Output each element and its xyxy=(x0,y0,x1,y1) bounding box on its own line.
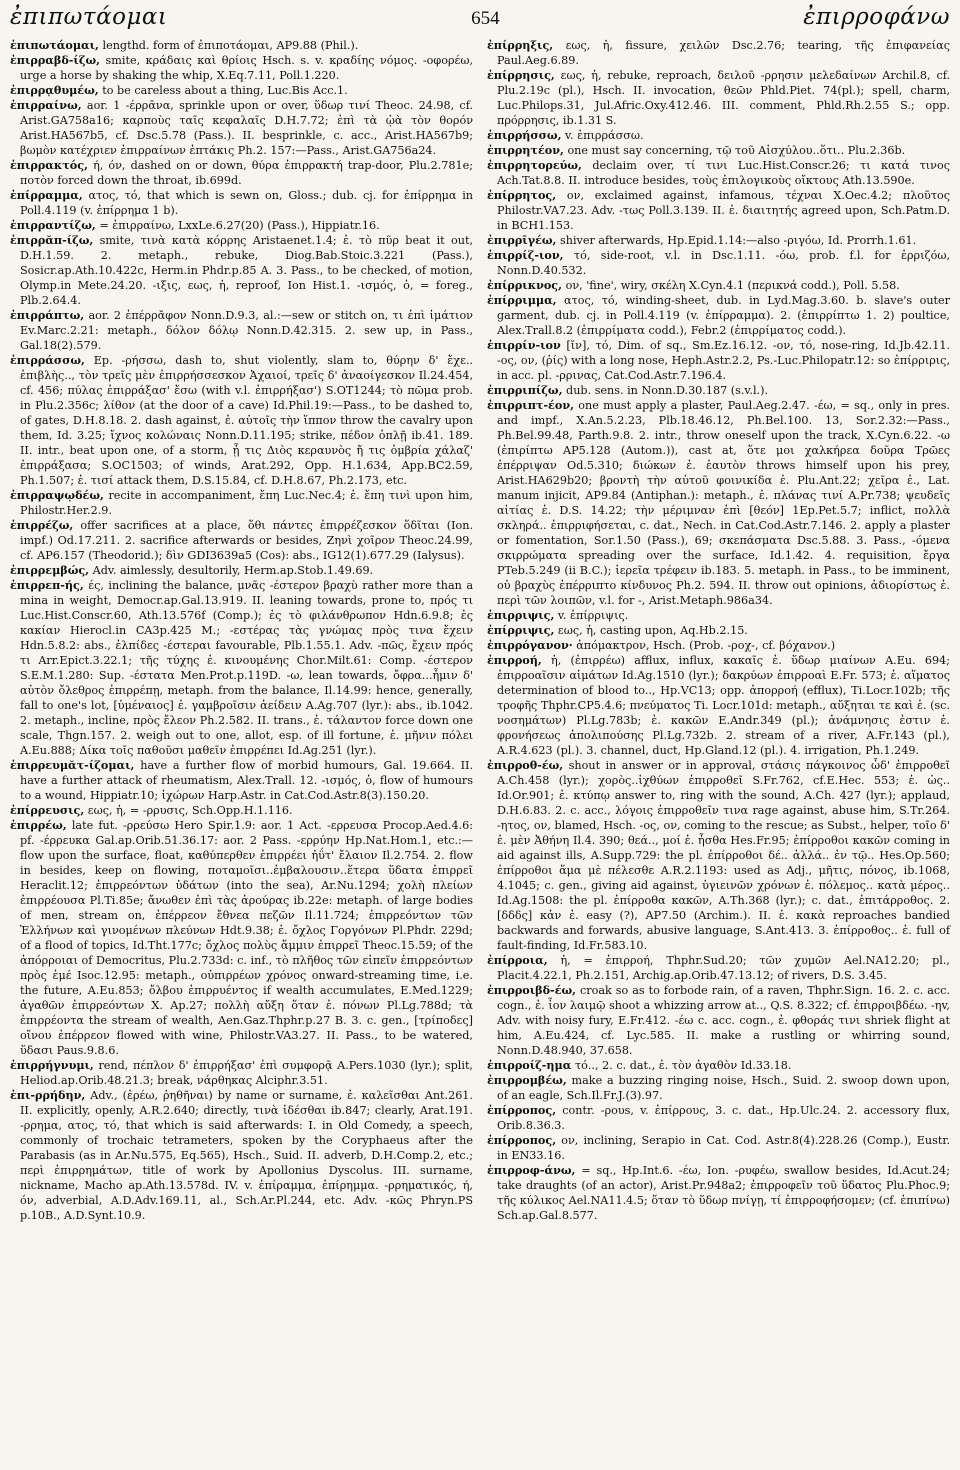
entry-text: have a further flow of morbid humours, Gal. 19.664. II. have a further attack of rheumatism, Alex.Trall. 12. -ισμός, ὁ, flow of humours to a wound, Hippiatr.10; ἰχώρων Harp.Astr. in Cat.Cod.Astr.8(3).150.20. xyxy=(20,759,473,802)
entry-lemma: ἐπίρρικνος, xyxy=(487,278,563,292)
entry-lemma: ἐπιρρᾰπ-ίζω, xyxy=(10,233,94,247)
entry-lemma: ἐπιρρίν-ιον xyxy=(487,338,561,352)
dictionary-entry xyxy=(10,353,473,488)
entry-text: εως, ἡ, = -ρρυσις, Sch.Opp.H.1.116. xyxy=(87,804,293,817)
entry-text: one must apply a plaster, Paul.Aeg.2.47. -έω, = sq., only in pres. and impf., X.An.5.2.23, Plb.18.46.12, Ph.Bel.100. 13, Sor.2.32:—Pass., Ph.Bel.99.48, Parth.9.8. 2. intr., throw oneself upon the track, X.Cyn.6.22. -ω (ἐπιρίπτω AP5.128 (Autom.)), cast at, ὅτε μοι χαλκήρεα δοῦρα Τρῶες ἐπέρριψαν Od.5.310; διώκων ἐ. ἑαυτὸν throws himself upon his prey, Arist.HA629b20; βροντὴ τὴν αὐτοῦ φοινικίδα ἐ. Plu.Ant.22; χεῖρα ἐ., Lat. manum injicit, AP9.84 (Antiphan.): metaph., ἐ. πλάνας τινί A.Pr.738; ψευδεῖς αἰτίας ἐ. D.S. 14.22; τὴν μέριμναν ἐπὶ [θεόν] 1Ep.Pet.5.7; inflict, πολλὰ σκληρά.. ἐπιρριφήσεται, c. dat., Nech. in Cat.Cod.Astr.7.146. 2. apply a plaster or fomentation, Sor.1.50 (Pass.), 69; σκεπάσματα Dsc.5.88. 3. Pass., -όμενα σκιρρώματα spreading over the surface, Id.1.42. 4. requisition, ἔργα PTeb.5.249 (ii B.C.); ἱερεῖα τρέφειν ib.183. 5. metaph. in Pass., to be imminent, οὐ βραχὺς ἐπέρριπτο κίνδυνος Ph.2. 594. II. throw out opinions, ἀδιορίστως ἐ. περὶ τῶν λοιπῶν, v.l. for -, Arist.Metaph.986a34. xyxy=(497,399,951,607)
entry-lemma: ἐπίρρηξις, xyxy=(487,38,554,52)
dictionary-entry xyxy=(10,53,473,83)
entry-lemma: ἐπιρραβδ-ίζω, xyxy=(10,53,101,67)
entry-lemma: ἐπιρριπίζω, xyxy=(487,383,563,397)
right-running-headword: ἐπιρροφάνω xyxy=(803,4,950,30)
dictionary-entry xyxy=(487,38,950,68)
entry-lemma: ἐπιρραίνω, xyxy=(10,98,82,112)
entry-text: Adv. aimlessly, desultorily, Herm.ap.Stob.1.49.69. xyxy=(92,564,374,577)
entry-text: declaim over, τί τινι Luc.Hist.Conscr.26; τι κατά τινος Ach.Tat.8.8. II. introduce besides, τοὺς ἐπιλογικοὺς οἴκτους Ath.13.590e. xyxy=(497,159,950,187)
entry-lemma: ἐπιρρῑγέω, xyxy=(487,233,557,247)
dictionary-entry xyxy=(487,248,950,278)
entry-lemma: ἐπιρρεμβώς, xyxy=(10,563,90,577)
entry-text: τό.., 2. c. dat., ἐ. τὸν ἀγαθὸν Id.33.18. xyxy=(574,1059,792,1072)
dictionary-entry xyxy=(487,608,950,623)
entry-text: Ep. -ρήσσω, dash to, shut violently, slam to, θύρην δ' ἔχε.. ἐπιβλὴς.., τὸν τρεῖς μὲν ἐπιρρήσσεσκον Ἀχαιοί, τρεῖς δ' ἀναοίγεσκον Il.24.454, cf. 456; πύλας ἐπιρράξασ' ἔσω (with v.l. ἐπιρρήξασ') S.OT1244; τὸ πῶμα prob. in Plu.2.356c; λίθον (at the door of a cave) Id.Phil.19:—Pass., to be dashed to, of gates, D.H.8.18. 2. dash against, ἐ. αὐτοῖς τὴν ἵππον throw the cavalry upon them, Id. 3.25; ἴχνος κολώναις Nonn.D.11.195; strike, πέδον ὁπλῇ ib.41. 189. II. intr., beat upon one, of a storm, ᾗ τις Διὸς κεραυνὸς ἤ τις ὀμβρία χάλαζ' ἐπιρράξασα; S.OC1503; of winds, Arat.292, Opp. H.1.634, App.BC2.59, Ph.1.507; ἐ. τισί attack them, D.S.15.84, cf. D.H.8.67, Ph.2.173, etc. xyxy=(20,354,473,487)
entry-lemma: ἐπίρριψις, xyxy=(487,623,555,637)
entry-text: ές, inclining the balance, μνᾶς -έστερον βραχὺ rather more than a mina in weight, Democr.ap.Gal.13.919. II. leaning towards, prone to, πρός τι Luc.Hist.Conscr.60, Ath.13.576f (Comp.); ἐς τὸ φιλάνθρωπον Hdn.6.9.8; ἐς κακίαν Hierocl.in CA3p.425 M.; -εστέρας τὰς γνώμας πρὸς τινα ἔχειν Hdn.5.8.2: abs., ἐλπίδες -έστεραι favourable, Plb.1.55.1. Adv. -πῶς, ἔχειν πρός τι Arr.Epict.3.22.1; τῆς τύχης ἐ. κινουμένης Chor.Milt.61: Comp. -έστερον S.E.M.1.280: Sup. -έστατα Men.Prot.p.119D. -ω, lean towards, ὄφρα...ἧμιν δ' αὐτὸν ὄλεθρος ἐπιρρέπῃ, metaph. from the balance, Il.14.99: hence, generally, fall to one's lot, [ὑμέναιος] ἐ. γαμβροῖσιν ἀείδειν A.Ag.707 (lyr.): abs., ib.1042. 2. metaph., incline, πρὸς ἔλεον Ph.2.582. II. trans., ἐ. τάλαντον force down one scale, Thgn.157. 2. weigh out to one, allot, esp. of ill fortune, ἐ. μῆνιν πόλει A.Eu.888; Δίκα τοῖς παθοῦσι μαθεῖν ἐπιρρέπει Id.Ag.251 (lyr.). xyxy=(20,579,473,757)
entry-lemma: ἐπιρροή, xyxy=(487,653,542,667)
entry-lemma: ἐπιρροιβδ-έω, xyxy=(487,983,577,997)
dictionary-entry xyxy=(487,383,950,398)
entry-text: contr. -ρουs, v. ἐπίρρους, 3. c. dat., Hp.Ulc.24. 2. accessory flux, Orib.8.36.3. xyxy=(497,1104,950,1132)
entry-text: ον, exclaimed against, infamous, τέχναι X.Oec.4.2; πλοῦτος Philostr.VA7.23. Adv. -τως Poll.3.139. II. ἐ. διαιτητής agreed upon, Sch.Patm.D. in BCH1.153. xyxy=(497,189,951,232)
entry-lemma: ἐπιρρεπ-ής, xyxy=(10,578,84,592)
entry-lemma: ἐπιρράπτω, xyxy=(10,308,85,322)
entry-lemma: ἐπιρρίζ-ιον, xyxy=(487,248,564,262)
entry-text: ἡ, = ἐπιρροή, Thphr.Sud.20; τῶν χυμῶν Ael.NA12.20; pl., Placit.4.22.1, Ph.2.151, Archig.ap.Orib.47.13.12; of rivers, D.S. 3.45. xyxy=(497,954,950,982)
dictionary-entry xyxy=(487,143,950,158)
dictionary-entry xyxy=(10,578,473,758)
right-column xyxy=(487,38,950,1223)
entry-text: to be careless about a thing, Luc.Bis Acc.1. xyxy=(102,84,348,97)
dictionary-entry xyxy=(10,488,473,518)
dictionary-entry xyxy=(487,953,950,983)
entry-lemma: ἐπίρρησις, xyxy=(487,68,555,82)
entry-text: ἀπόμακτρον, Hsch. (Prob. -ροχ-, cf. βόχανον.) xyxy=(576,639,836,652)
entry-lemma: ἐπιρράσσω, xyxy=(10,353,85,367)
entry-lemma: ἐπιπωτάομαι, xyxy=(10,38,99,52)
entry-text: lengthd. form of ἐπιποτάομαι, AP9.88 (Phil.). xyxy=(102,39,359,52)
dictionary-entry xyxy=(10,98,473,158)
dictionary-entry xyxy=(487,758,950,953)
dictionary-entry xyxy=(10,518,473,563)
dictionary-entry xyxy=(487,1058,950,1073)
entry-lemma: ἐπιρρακτός, xyxy=(10,158,88,172)
dictionary-entry xyxy=(10,158,473,188)
entry-text: εως, ἡ, fissure, χειλῶν Dsc.2.76; tearing, τῆς ἐπιφανείας Paul.Aeg.6.89. xyxy=(497,39,950,67)
entry-text: [ῐν], τό, Dim. of sq., Sm.Ez.16.12. -ον, τό, nose-ring, Id.Jb.42.11. -ος, ον, (ῥίς) with a long nose, Heph.Astr.2.2, Ps.-Luc.Philopatr.12: so ἐπίρριρις, in acc. pl. -ρρινας, Cat.Cod.Astr.7.196.4. xyxy=(497,339,950,382)
entry-lemma: ἐπιρριψις, xyxy=(487,608,555,622)
dictionary-entry xyxy=(487,293,950,338)
entry-lemma: ἐπιρροίζ-ημα xyxy=(487,1058,572,1072)
entry-text: ον, 'fine', wiry, σκέλη X.Cyn.4.1 (περικνά codd.), Poll. 5.58. xyxy=(565,279,900,292)
entry-lemma: ἐπιρροθ-έω, xyxy=(487,758,564,772)
dictionary-entry xyxy=(487,983,950,1058)
entry-text: ἡ, (ἐπιρρέω) afflux, influx, κακαῖς ἐ. ὕδωρ μιαίνων A.Eu. 694; ἐπιρροαῖσιν αἱμάτων Id.Ag.1510 (lyr.); δακρύων ἐπιρροαὶ E.Fr. 573; ἐ. αἵματος determination of blood to.., Hp.VC13; opp. ἀπορροή (efflux), Ti.Locr.102b; τῆς τροφῆς Thphr.CP5.4.6; πνεύματος Ti. Locr.101d: metaph., αὔξηται τε καὶ ἐ. (sc. νοσημάτων) Pl.Lg.783b; ἐ. κακῶν E.Andr.349 (pl.); ἀνάμνησις ἐστιν ἐ. φρονήσεως ἀπολιπούσης Pl.Lg.732b. 2. stream of a river, A.Fr.143 (pl.), A.R.4.623 (pl.). 3. channel, duct, Hp.Gland.12 (pl.). 4. irrigation, Ph.1.249. xyxy=(497,654,950,757)
dictionary-entry xyxy=(10,218,473,233)
dictionary-entry xyxy=(487,1133,950,1163)
entry-lemma: ἐπιρρέω, xyxy=(10,818,67,832)
entry-text: smite, τινὰ κατὰ κόρρης Aristaenet.1.4; ἐ. τὸ πῦρ beat it out, D.H.1.59. 2. metaph., rebuke, Diog.Bab.Stoic.3.221 (Pass.), Sosicr.ap.Ath.10.422c, Herm.in Phdr.p.85 A. 3. Pass., to be checked, of motion, Olymp.in Mete.24.20. -ιξις, εως, ἡ, reproof, Ion Hist.1. -ισμός, ὁ, = foreg., Plb.2.64.4. xyxy=(20,234,474,307)
entry-lemma: ἐπίρρευσις, xyxy=(10,803,85,817)
entry-text: ατος, τό, that which is sewn on, Gloss.; dub. cj. for ἐπίρρημα in Poll.4.119 (v. ἐπίρρημα 1 b). xyxy=(20,189,473,217)
entry-columns xyxy=(10,38,950,1223)
entry-text: ή, όν, dashed on or down, θύρα ἐπιρρακτή trap-door, Plu.2.781e; ποτὸν forced down the throat, ib.699d. xyxy=(20,159,473,187)
entry-lemma: ἐπιρρομβέω, xyxy=(487,1073,567,1087)
entry-lemma: ἐπίρροια, xyxy=(487,953,548,967)
dictionary-entry xyxy=(10,188,473,218)
entry-lemma: ἐπι-ρρήδην, xyxy=(10,1088,86,1102)
entry-text: ον, inclining, Serapio in Cat. Cod. Astr.8(4).228.26 (Comp.), Eustr. in EN33.16. xyxy=(497,1134,951,1162)
entry-lemma: ἐπιρραψῳδέω, xyxy=(10,488,104,502)
entry-lemma: ἐπιρρητέον, xyxy=(487,143,564,157)
left-running-headword: ἐπιπωτάομαι xyxy=(10,4,168,30)
dictionary-entry xyxy=(487,278,950,293)
dictionary-entry xyxy=(487,1103,950,1133)
entry-text: εως, ἡ, rebuke, reproach, δειλοῦ -ρρησιν μελεδαίνων Archil.8, cf. Plu.2.19c (pl.), Hsch. II. invocation, θεῶν Phld.Piet. 74(pl.); spell, charm, Luc.Philops.31, Jul.Afric.Oxy.412.46. III. comment, Phld.Rh.2.55 S.; opp. πρόρρησις, ib.1.31 S. xyxy=(497,69,951,127)
entry-lemma: ἐπίρρητος, xyxy=(487,188,557,202)
dictionary-entry xyxy=(10,308,473,353)
entry-text: = sq., Hp.Int.6. -έω, Ion. -ρυφέω, swallow besides, Id.Acut.24; take draughts (of an actor), Arist.Pr.948a2; ἐπιρροφεῖν τοῦ ὕδατος Plu.Phoc.9; τῆς κύλικος Ael.NA11.4.5; ὅταν τὸ ὕδωρ πνίγῃ, τί ἐπιρροφήσομεν; (cf. ἐπιπίνω) Sch.ap.Gal.8.577. xyxy=(497,1164,951,1222)
entry-lemma: ἐπιρρέζω, xyxy=(10,518,74,532)
entry-text: εως, ἡ, casting upon, Aq.Hb.2.15. xyxy=(557,624,748,637)
dictionary-entry xyxy=(487,128,950,143)
entry-text: croak so as to forbode rain, of a raven, Thphr.Sign. 16. 2. c. acc. cogn., ἐ. ἶον λαιμῷ shoot a whizzing arrow at.., Q.S. 8.322; cf. ἐπιρροιβδέω. -ηv, Adv. with noisy fury, E.Fr.412. -έω c. acc. cogn., ἐ. φθοράς τινι shriek flight at him, A.Eu.424, cf. Lyc.585. II. make a rustling or whirring sound, Nonn.D.48.940, 37.658. xyxy=(497,984,951,1057)
dictionary-entry xyxy=(487,398,950,608)
dictionary-entry xyxy=(487,188,950,233)
entry-lemma: ἐπιρρᾳθυμέω, xyxy=(10,83,99,97)
entry-lemma: ἐπιρραντίζω, xyxy=(10,218,96,232)
entry-text: v. ἐπίρριψις. xyxy=(557,609,629,622)
dictionary-entry xyxy=(487,158,950,188)
entry-text: aor. 2 ἐπέρρᾰφον Nonn.D.9.3, al.:—sew or stitch on, τι ἐπὶ ἱμάτιον Ev.Marc.2.21: metaph., δόλον δόλῳ Nonn.D.42.315. 2. sew up, in Pass., Gal.18(2).579. xyxy=(20,309,473,352)
left-column xyxy=(10,38,473,1223)
dictionary-entry xyxy=(487,338,950,383)
entry-text: smite, κράδαις καὶ θρίοις Hsch. s. v. κραδίης νόμος. -οφορέω, urge a horse by shaking the whip, X.Eq.7.11, Poll.1.220. xyxy=(20,54,474,82)
dictionary-entry xyxy=(487,1163,950,1223)
dictionary-entry xyxy=(10,233,473,308)
entry-text: ατος, τό, winding-sheet, dub. in Lyd.Mag.3.60. b. slave's outer garment, dub. cj. in Poll.4.119 (v. ἐπίρραμμα). 2. (ἐπιρρίπτω 1. 2) poultice, Alex.Trall.8.2 (ἐπιρρίματα codd.), Febr.2 (ἐπιρρίματος codd.). xyxy=(497,294,950,337)
dictionary-entry xyxy=(10,803,473,818)
dictionary-entry xyxy=(487,233,950,248)
entry-text: late fut. -ρρεύσω Hero Spir.1.9: aor. 1 Act. -ερρευσα Procop.Aed.4.6: pf. -έρρευκα Gal.ap.Orib.51.36.17: aor. 2 Pass. -ερρύην Hp.Nat.Hom.1, etc.:—flow upon the surface, float, καθύπερθεν ἐπιρρέει ἠΰτ' ἔλαιον Il.2.754. 2. flow in besides, keep on flowing, ποταμοῖσι..ἐμβαλουσιν..ἕτερα ὕδατα ἐπιρρεῖ Heraclit.12; ἐπιρρεόντων ὑδάτων (into the sea), Ar.Nu.1294; χολὴ πλείων ἐπιρρέουσα Pl.Ti.85e; ἄνωθεν ἐπὶ τὰς ἀρούρας ib.22e: metaph. of large bodies of men, stream on, ἐπέρρεον ἔθνεα πεζῶν Il.11.724; ἐπιρρεόντων τῶν Ἑλλήνων καὶ γινομένων πλεύνων Hdt.9.38; ἐ. ὄχλος Γοργόνων Pl.Phdr. 229d; of a flood of topics, Id.Tht.177c; ὄχλος πολὺς ἅμμιν ἐπιρρεῖ Theoc.15.59; of the ἀπόρροιαι of Democritus, Plu.2.733d: c. inf., τὸ πλῆθος τῶν εἰπεῖν ἐπιρρεόντων πρὸς ἐμέ Isoc.12.95: metaph., οὐπιρρέων χρόνος onward-streaming time, i.e. the future, A.Eu.853; ὄλβου ἐπιρρυέντος if wealth accumulates, E.Med.1229; ἀγαθῶν ἐπιρρεόντων X. Ap.27; πολλὴ αὔξη ὅταν ἐ. πόνων Pl.Lg.788d; τὰ ἐπιρρέοντα the stream of wealth, Aen.Gaz.Thphr.p.27 B. 3. c. gen., [τρίποδες] οἴνου ἐπέρρεον flowed with wine, Philostr.VA3.27. II. Pass., to be watered, ὕδασι Paus.9.8.6. xyxy=(20,819,474,1057)
dictionary-entry xyxy=(487,623,950,638)
entry-text: rend, πέπλον δ' ἐπιρρήξασ' ἐπὶ συμφορᾷ A.Pers.1030 (lyr.); split, Heliod.ap.Orib.48.21.3; break, νάρθηκας Alciphr.3.51. xyxy=(20,1059,473,1087)
entry-text: dub. sens. in Nonn.D.30.187 (s.v.l.). xyxy=(566,384,769,397)
dictionary-entry xyxy=(10,38,473,53)
entry-text: aor. 1 -έρρᾱνα, sprinkle upon or over, ὕδωρ τινί Theoc. 24.98, cf. Arist.GA758a16; καρποὺς ταῖς κεφαλαῖς D.H.7.72; ἐπὶ τὰ ᾠὰ τὸν θορόν Arist.HA567b5, cf. Dsc.5.78 (Pass.). II. besprinkle, c. acc., Arist.HA567b9; βωμὸν κατέχριεν ἐπιρραίνων ἑπτάκις Ph.2. 157:—Pass., Arist.GA756a24. xyxy=(20,99,473,157)
entry-text: shout in answer or in approval, στάσις πάγκοινος ὧδ' ἐπιρροθεῖ A.Ch.458 (lyr.); χορὸς..ἰχθύων ἐπιρροθεῖ S.Fr.762, cf.E.Hec. 553; ἐ. ὡς.. Id.Or.901; ἐ. κτύπῳ answer to, ring with the sound, A.Ch. 427 (lyr.); applaud, D.H.6.83. 2. c. acc., λόγοις ἐπιρροθεῖν τινα rage against, abuse him, S.Tr.264. -ητος, ον, blamed, Hsch. -ος, ον, coming to the rescue; as Subst., helper, τοῖο δ' ἐ. μὲν Ἀθήνη Il.4. 390; θεά.., μοί ἐ. ἦσθα Hes.Fr.95; ἐπίρροθοι κακῶν coming in aid against ills, A.Supp.729: the pl. ἐπίρροθοι δέ.. ἀλλά.. ἐν τῷ.. Hes.Op.560; ἐπίρροθοι ἅμα μὲ πέλεσθε A.R.2.1193: used as Adj., μῆτις, πόνος, ib.1068, 4.1045; c. gen., giving aid against, ὑγιεινῶν χρόνων ἐ. πόλεμος.. κατὰ μέρος.. Id.Ag.1508: the pl. ἐπίρροθα κακῶν, A.Th.368 (lyr.); c. dat., ἐπιτάρροθος. 2. [δδδς] κἀν ἐ. easy (?), AP7.50 (Archim.). II. ἐ. κακὰ reproaches bandied backwards and forwards, abusive language, S.Ant.413. 3. ἐπίρροθος.. ἐ. full of fault-finding, Id.Fr.583.10. xyxy=(497,759,950,952)
entry-text: τό, side-root, v.l. in Dsc.1.11. -όω, prob. f.l. for ἐρριζόω, Nonn.D.40.532. xyxy=(497,249,950,277)
dictionary-entry xyxy=(10,758,473,803)
entry-lemma: ἐπιρρητορεύω, xyxy=(487,158,582,172)
entry-text: Adv., (ἐρέω, ῥηθῆναι) by name or surname, ἐ. καλεῖσθαι Ant.261. II. explicitly, openly, A.R.2.640; directly, τινὰ ἰδέσθαι ib.847; clearly, Arat.191. -ρρημα, ατος, τό, that which is said afterwards: I. in Old Comedy, a speech, commonly of trochaic tetrameters, spoken by the Coryphaeus after the Parabasis (as in Ar.Nu.575, Eq.565), Hsch., Suid. II. adverb, D.H.Comp.2, etc.; περὶ ἐπιρρημάτων, title of work by Apollonius Dyscolus. III. surname, nickname, Macho ap.Ath.13.578d. IV. v. ἐπίραμμα, ἐπίρημμα. -ρρηματικός, ή, όν, adverbial, A.D.Adv.169.11, al., Sch.Ar.Pl.244, etc. Adv. -κῶς Phryn.PS p.10B., A.D.Synt.10.9. xyxy=(20,1089,473,1222)
entry-text: make a buzzing ringing noise, Hsch., Suid. 2. swoop down upon, of an eagle, Sch.Il.Fr.J.(3).97. xyxy=(497,1074,950,1102)
entry-lemma: ἐπίρροπος, xyxy=(487,1103,557,1117)
entry-lemma: ἐπιρρόγανον· xyxy=(487,638,573,652)
entry-text: offer sacrifices at a place, ὅθι πάντες ἐπιρρέζεσκον ὅδῖται (Ion. impf.) Od.17.211. 2. sacrifice afterwards or besides, Ζηνὶ χοῖρον Theoc.24.99, cf. AP6.157 (Theodorid.); δὶν GDI3639a5 (Cos): abs., IG12(1).677.29 (Ialysus). xyxy=(20,519,473,562)
page-number: 654 xyxy=(471,8,500,29)
entry-text: v. ἐπιρράσσω. xyxy=(565,129,644,142)
entry-lemma: ἐπιρρήγνυμι, xyxy=(10,1058,94,1072)
entry-lemma: ἐπίρροπος, xyxy=(487,1133,557,1147)
dictionary-entry xyxy=(487,638,950,653)
dictionary-entry xyxy=(10,83,473,98)
dictionary-entry xyxy=(10,563,473,578)
entry-lemma: ἐπίρραμμα, xyxy=(10,188,83,202)
page-header xyxy=(10,4,950,30)
entry-text: shiver afterwards, Hp.Epid.1.14:—also -ριγόω, Id. Prorrh.1.61. xyxy=(560,234,917,247)
dictionary-entry xyxy=(487,653,950,758)
entry-lemma: ἐπιρρευμᾰτ-ίζομαι, xyxy=(10,758,135,772)
entry-lemma: ἐπιρριπτ-έον, xyxy=(487,398,574,412)
entry-text: = ἐπιρραίνω, LxxLe.6.27(20) (Pass.), Hippiatr.16. xyxy=(99,219,380,232)
dictionary-entry xyxy=(10,1058,473,1088)
dictionary-entry xyxy=(10,818,473,1058)
entry-text: recite in accompaniment, ἔπη Luc.Nec.4; ἐ. ἔπη τινὶ upon him, Philostr.Her.2.9. xyxy=(20,489,473,517)
entry-text: one must say concerning, τῷ τοῦ Αἰσχύλου..ὅτι.. Plu.2.36b. xyxy=(567,144,906,157)
entry-lemma: ἐπίρριμμα, xyxy=(487,293,557,307)
entry-lemma: ἐπιρρήσσω, xyxy=(487,128,562,142)
dictionary-entry xyxy=(487,68,950,128)
dictionary-entry xyxy=(10,1088,473,1223)
dictionary-entry xyxy=(487,1073,950,1103)
entry-lemma: ἐπιρροφ-άνω, xyxy=(487,1163,576,1177)
